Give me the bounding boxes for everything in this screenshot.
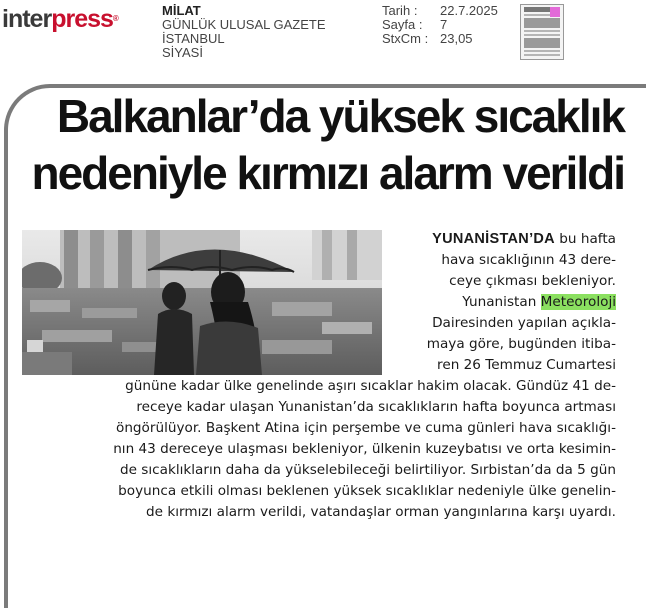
headline-line: Balkanlar’da yüksek sıcaklık: [56, 90, 624, 142]
headline: [24, 88, 624, 202]
body-line: Yunanistan Meteoroloji: [462, 294, 616, 310]
stat-label: StxCm :: [382, 31, 429, 46]
stat-value: 7: [440, 17, 448, 32]
body-line: Dairesinden yapılan açıkla-: [432, 315, 616, 331]
thumbnail-clip-marker: [550, 7, 560, 17]
body-line: ren 26 Temmuz Cumartesi: [437, 357, 616, 373]
article-photo: [22, 230, 382, 375]
highlighted-keyword: Meteoroloji: [540, 294, 616, 310]
headline-line: nedeniyle kırmızı alarm verildi: [31, 147, 624, 199]
stat-page: [382, 18, 498, 32]
stat-label: Sayfa :: [382, 17, 423, 32]
body-line: öngörülüyor. Başkent Atina için perşembe ve cuma günleri hava sıcaklığı-: [116, 420, 616, 436]
city: İSTANBUL: [162, 31, 225, 46]
body-line: nın 43 dereceye ulaşması bekleniyor, ülkenin kuzeybatısı ve orta kesimin-: [113, 441, 616, 457]
lead-word: YUNANİSTAN’DA: [432, 231, 555, 247]
stat-date: [382, 4, 498, 18]
body-line: boyunca etkili olması beklenen yüksek sıcaklıklar nedeniyle ülke genelin-: [118, 483, 616, 499]
body-line: de kırmızı alarm verildi, vatandaşlar orman yangınlarına karşı uyardı.: [146, 504, 616, 520]
stat-stxcm: [382, 32, 498, 46]
body-line: receye kadar ulaşan Yunanistan’da sıcaklıkların hafta boyunca artması: [136, 399, 616, 415]
stat-value: 23,05: [440, 31, 473, 46]
body-line: hava sıcaklığının 43 dere-: [441, 252, 616, 268]
category: SİYASİ: [162, 45, 203, 60]
stat-label: Tarih :: [382, 3, 418, 18]
paper-type: GÜNLÜK ULUSAL GAZETE: [162, 17, 326, 32]
page-thumbnail[interactable]: [520, 4, 564, 60]
body-line: gününe kadar ülke genelinde aşırı sıcaklar hakim olacak. Gündüz 41 de-: [125, 378, 616, 394]
publication-info: [162, 4, 326, 60]
interpress-logo: interpress®: [2, 5, 119, 33]
body-line: YUNANİSTAN’DA bu hafta: [432, 231, 616, 247]
publication-name: MİLAT: [162, 3, 201, 18]
body-line: maya göre, bugünden itiba-: [426, 336, 616, 352]
body-line: ceye çıkması bekleniyor.: [449, 273, 616, 289]
clipping-stats: [382, 4, 498, 46]
body-line: de sıcaklıkların daha da yükselebileceği belirtiliyor. Sırbistan’da da 5 gün: [119, 462, 616, 478]
stat-value: 22.7.2025: [440, 3, 498, 18]
